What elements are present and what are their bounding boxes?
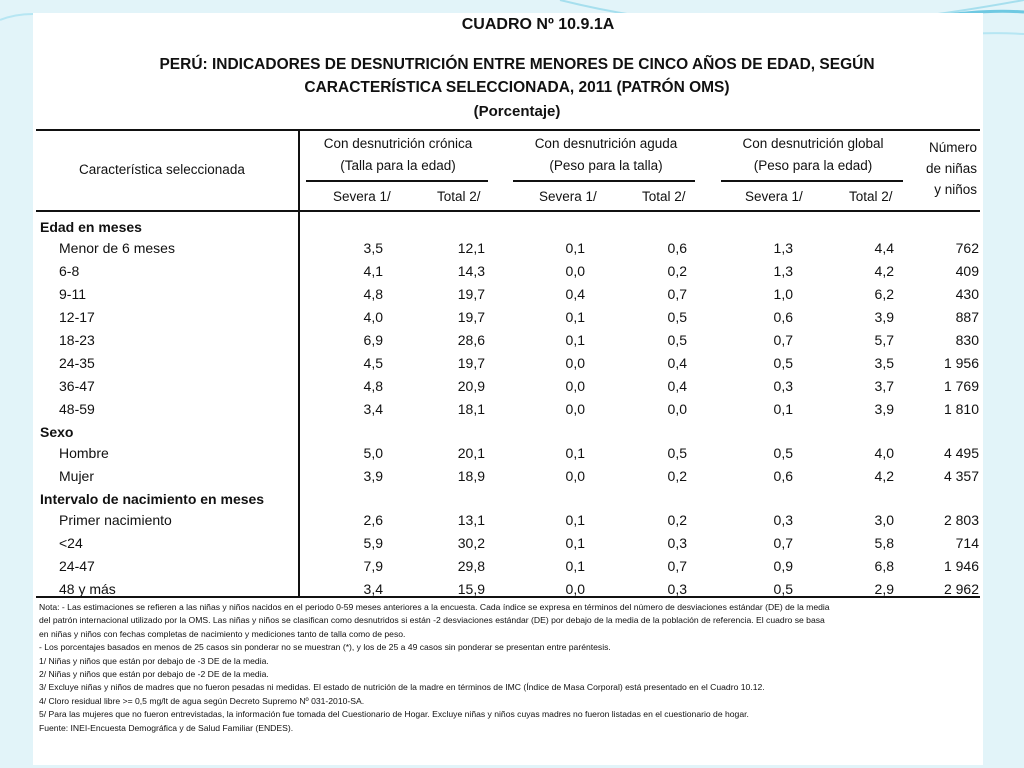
table-row	[33, 399, 983, 422]
row-value: 0,1	[565, 309, 585, 325]
footnote-line: 5/ Para las mujeres que no fueron entrevistadas, la información fue tomada del Cuestionario de Hogar. Excluye niñas y niños cuyas madres no fueron listadas en el cuestionario de hogar.	[39, 709, 749, 720]
footnote-line: en niñas y niños con fechas completas de nacimiento y mediciones tanto de talla como de peso.	[39, 628, 406, 639]
table-title-line-2: CARACTERÍSTICA SELECCIONADA, 2011 (PATRÓN OMS)	[304, 79, 730, 96]
row-value: 0,5	[773, 581, 793, 597]
row-label: 24-35	[59, 355, 95, 371]
header-chronic-subtitle: (Talla para la edad)	[340, 158, 456, 173]
row-label: 24-47	[59, 558, 95, 574]
header-global-total: Total 2/	[849, 189, 893, 204]
row-label: 48-59	[59, 401, 95, 417]
row-value: 3,9	[874, 401, 894, 417]
row-value: 20,1	[457, 445, 485, 461]
row-value: 3,0	[874, 512, 894, 528]
row-value: 14,3	[457, 263, 485, 279]
row-value: 1,3	[773, 240, 793, 256]
row-value: 0,9	[773, 558, 793, 574]
table-row	[33, 510, 983, 533]
row-value: 887	[955, 309, 979, 325]
row-value: 4,8	[363, 378, 383, 394]
row-value: 0,3	[773, 378, 793, 394]
row-value: 762	[955, 240, 979, 256]
row-value: 0,0	[565, 581, 585, 597]
table-row	[33, 307, 983, 330]
row-value: 0,0	[565, 355, 585, 371]
row-value: 0,4	[667, 378, 687, 394]
row-label: 9-11	[59, 286, 86, 302]
row-value: 0,0	[667, 401, 687, 417]
row-value: 0,1	[565, 240, 585, 256]
row-value: 5,7	[874, 332, 894, 348]
row-value: 0,1	[565, 558, 585, 574]
header-characteristic: Característica seleccionada	[79, 162, 245, 177]
row-value: 2,6	[363, 512, 383, 528]
row-value: 0,2	[667, 263, 687, 279]
row-value: 0,5	[667, 332, 687, 348]
header-chronic-severe: Severa 1/	[333, 189, 391, 204]
row-value: 0,2	[667, 468, 687, 484]
row-value: 0,0	[565, 468, 585, 484]
row-value: 4 357	[943, 468, 979, 484]
header-acute-severe: Severa 1/	[539, 189, 597, 204]
section-header-row	[33, 489, 983, 512]
row-value: 3,4	[363, 401, 383, 417]
row-value: 1,0	[773, 286, 793, 302]
row-value: 19,7	[457, 309, 485, 325]
table-row	[33, 556, 983, 579]
row-value: 1 810	[943, 401, 979, 417]
row-value: 0,7	[667, 558, 687, 574]
row-value: 29,8	[457, 558, 485, 574]
group-rule-chronic	[306, 180, 488, 182]
row-value: 4,1	[363, 263, 383, 279]
row-value: 1 956	[943, 355, 979, 371]
header-chronic-title: Con desnutrición crónica	[323, 136, 473, 151]
header-global-severe: Severa 1/	[745, 189, 803, 204]
row-value: 0,5	[773, 355, 793, 371]
row-value: 19,7	[457, 355, 485, 371]
row-value: 18,9	[457, 468, 485, 484]
row-label: Primer nacimiento	[59, 512, 172, 528]
table-row	[33, 579, 983, 602]
table-row	[33, 353, 983, 376]
table-footnotes	[39, 601, 979, 735]
row-value: 3,9	[874, 309, 894, 325]
section-title: Edad en meses	[40, 219, 142, 235]
table-row	[33, 466, 983, 489]
section-header-row	[33, 422, 983, 445]
row-value: 0,6	[773, 309, 793, 325]
footnote-line: 4/ Cloro residual libre >= 0,5 mg/lt de agua según Decreto Supremo Nº 031-2010-SA.	[39, 695, 365, 706]
footnote-line: del patrón internacional utilizado por la OMS. Las niñas y niños se clasifican como desnutridos si están -2 desviaciones estándar (DE) por debajo de la media de la población de referencia. El cuadro se basa	[39, 615, 825, 626]
table-top-rule	[36, 129, 980, 131]
header-acute-total: Total 2/	[642, 189, 686, 204]
row-value: 4,5	[363, 355, 383, 371]
row-value: 5,8	[874, 535, 894, 551]
row-value: 30,2	[457, 535, 485, 551]
footnote-line: Nota: - Las estimaciones se refieren a las niñas y niños nacidos en el periodo 0-59 meses anteriores a la encuesta. Cada índice se expresa en términos del número de desviaciones estándar (DE) de la media	[39, 602, 830, 612]
row-value: 0,1	[565, 512, 585, 528]
row-value: 0,5	[667, 445, 687, 461]
row-value: 3,5	[363, 240, 383, 256]
table-row	[33, 284, 983, 307]
row-label: 18-23	[59, 332, 95, 348]
table-row	[33, 443, 983, 466]
row-value: 0,1	[565, 535, 585, 551]
header-acute-title: Con desnutrición aguda	[534, 136, 678, 151]
row-value: 12,1	[457, 240, 485, 256]
row-value: 0,6	[773, 468, 793, 484]
row-value: 3,5	[874, 355, 894, 371]
row-value: 0,1	[773, 401, 793, 417]
row-value: 1 769	[943, 378, 979, 394]
row-value: 4 495	[943, 445, 979, 461]
row-value: 1,3	[773, 263, 793, 279]
row-value: 714	[955, 535, 979, 551]
table-number-title: CUADRO Nº 10.9.1A	[461, 16, 615, 33]
row-value: 3,7	[874, 378, 894, 394]
row-value: 0,3	[667, 535, 687, 551]
row-value: 0,7	[773, 535, 793, 551]
footnote-line: 1/ Niñas y niños que están por debajo de -3 DE de la media.	[39, 655, 269, 666]
row-value: 6,9	[363, 332, 383, 348]
row-value: 6,8	[874, 558, 894, 574]
row-value: 7,9	[363, 558, 383, 574]
row-value: 0,1	[565, 445, 585, 461]
row-value: 6,2	[874, 286, 894, 302]
row-value: 0,3	[667, 581, 687, 597]
row-value: 0,0	[565, 263, 585, 279]
row-value: 4,4	[874, 240, 894, 256]
section-header-row	[33, 217, 983, 240]
group-rule-global	[721, 180, 903, 182]
row-value: 0,2	[667, 512, 687, 528]
row-value: 0,3	[773, 512, 793, 528]
row-value: 20,9	[457, 378, 485, 394]
row-value: 4,2	[874, 468, 894, 484]
row-value: 0,4	[667, 355, 687, 371]
header-count-line-1: Número	[928, 140, 977, 155]
row-value: 28,6	[457, 332, 485, 348]
row-value: 19,7	[457, 286, 485, 302]
table-title-line-1: PERÚ: INDICADORES DE DESNUTRICIÓN ENTRE MENORES DE CINCO AÑOS DE EDAD, SEGÚN	[159, 56, 875, 73]
row-value: 4,2	[874, 263, 894, 279]
row-value: 0,5	[773, 445, 793, 461]
header-global-title: Con desnutrición global	[742, 136, 884, 151]
row-value: 15,9	[457, 581, 485, 597]
row-label: 48 y más	[59, 581, 116, 597]
row-value: 830	[955, 332, 979, 348]
row-value: 430	[955, 286, 979, 302]
row-label: 36-47	[59, 378, 95, 394]
header-acute-subtitle: (Peso para la talla)	[549, 158, 663, 173]
row-value: 1 946	[943, 558, 979, 574]
table-row	[33, 330, 983, 353]
row-value: 13,1	[457, 512, 485, 528]
footnote-line: 3/ Excluye niñas y niños de madres que no fueron pesadas ni medidas. El estado de nutrición de la madre en términos de IMC (Índice de Masa Corporal) está presentado en el Cuadro 10.12.	[39, 682, 765, 693]
header-count-line-3: y niños	[934, 182, 977, 197]
row-value: 0,0	[565, 401, 585, 417]
table-row	[33, 376, 983, 399]
row-value: 0,7	[667, 286, 687, 302]
section-title: Sexo	[40, 424, 74, 440]
row-value: 0,0	[565, 378, 585, 394]
row-label: Hombre	[59, 445, 109, 461]
row-value: 4,0	[363, 309, 383, 325]
row-value: 0,1	[565, 332, 585, 348]
row-value: 0,6	[667, 240, 687, 256]
row-value: 0,5	[667, 309, 687, 325]
footnote-line: - Los porcentajes basados en menos de 25 casos sin ponderar no se muestran (*), y los de 25 a 49 casos sin ponderar se presentan entre paréntesis.	[39, 642, 611, 653]
row-value: 3,9	[363, 468, 383, 484]
table-unit-label: (Porcentaje)	[473, 103, 561, 120]
row-label: 6-8	[59, 263, 80, 279]
row-label: 12-17	[59, 309, 95, 325]
row-value: 0,4	[565, 286, 585, 302]
row-label: <24	[59, 535, 83, 551]
row-value: 4,0	[874, 445, 894, 461]
row-label: Menor de 6 meses	[59, 240, 175, 256]
statistical-table-sheet	[33, 13, 983, 765]
footnote-line: 2/ Niñas y niños que están por debajo de -2 DE de la media.	[39, 669, 269, 680]
table-row	[33, 533, 983, 556]
row-value: 409	[955, 263, 979, 279]
header-count-line-2: de niñas	[925, 161, 977, 176]
row-value: 18,1	[457, 401, 485, 417]
section-title: Intervalo de nacimiento en meses	[40, 491, 265, 507]
table-row	[33, 261, 983, 284]
table-row	[33, 238, 983, 261]
row-value: 5,9	[363, 535, 383, 551]
footnote-source: Fuente: INEI-Encuesta Demográfica y de Salud Familiar (ENDES).	[39, 722, 294, 733]
row-value: 3,4	[363, 581, 383, 597]
header-bottom-rule	[36, 210, 980, 212]
row-value: 2 962	[943, 581, 979, 597]
row-value: 0,7	[773, 332, 793, 348]
header-chronic-total: Total 2/	[437, 189, 481, 204]
row-value: 4,8	[363, 286, 383, 302]
row-value: 2,9	[874, 581, 894, 597]
group-rule-acute	[513, 180, 695, 182]
row-value: 2 803	[943, 512, 979, 528]
row-value: 5,0	[363, 445, 383, 461]
header-global-subtitle: (Peso para la edad)	[753, 158, 873, 173]
row-label: Mujer	[59, 468, 95, 484]
